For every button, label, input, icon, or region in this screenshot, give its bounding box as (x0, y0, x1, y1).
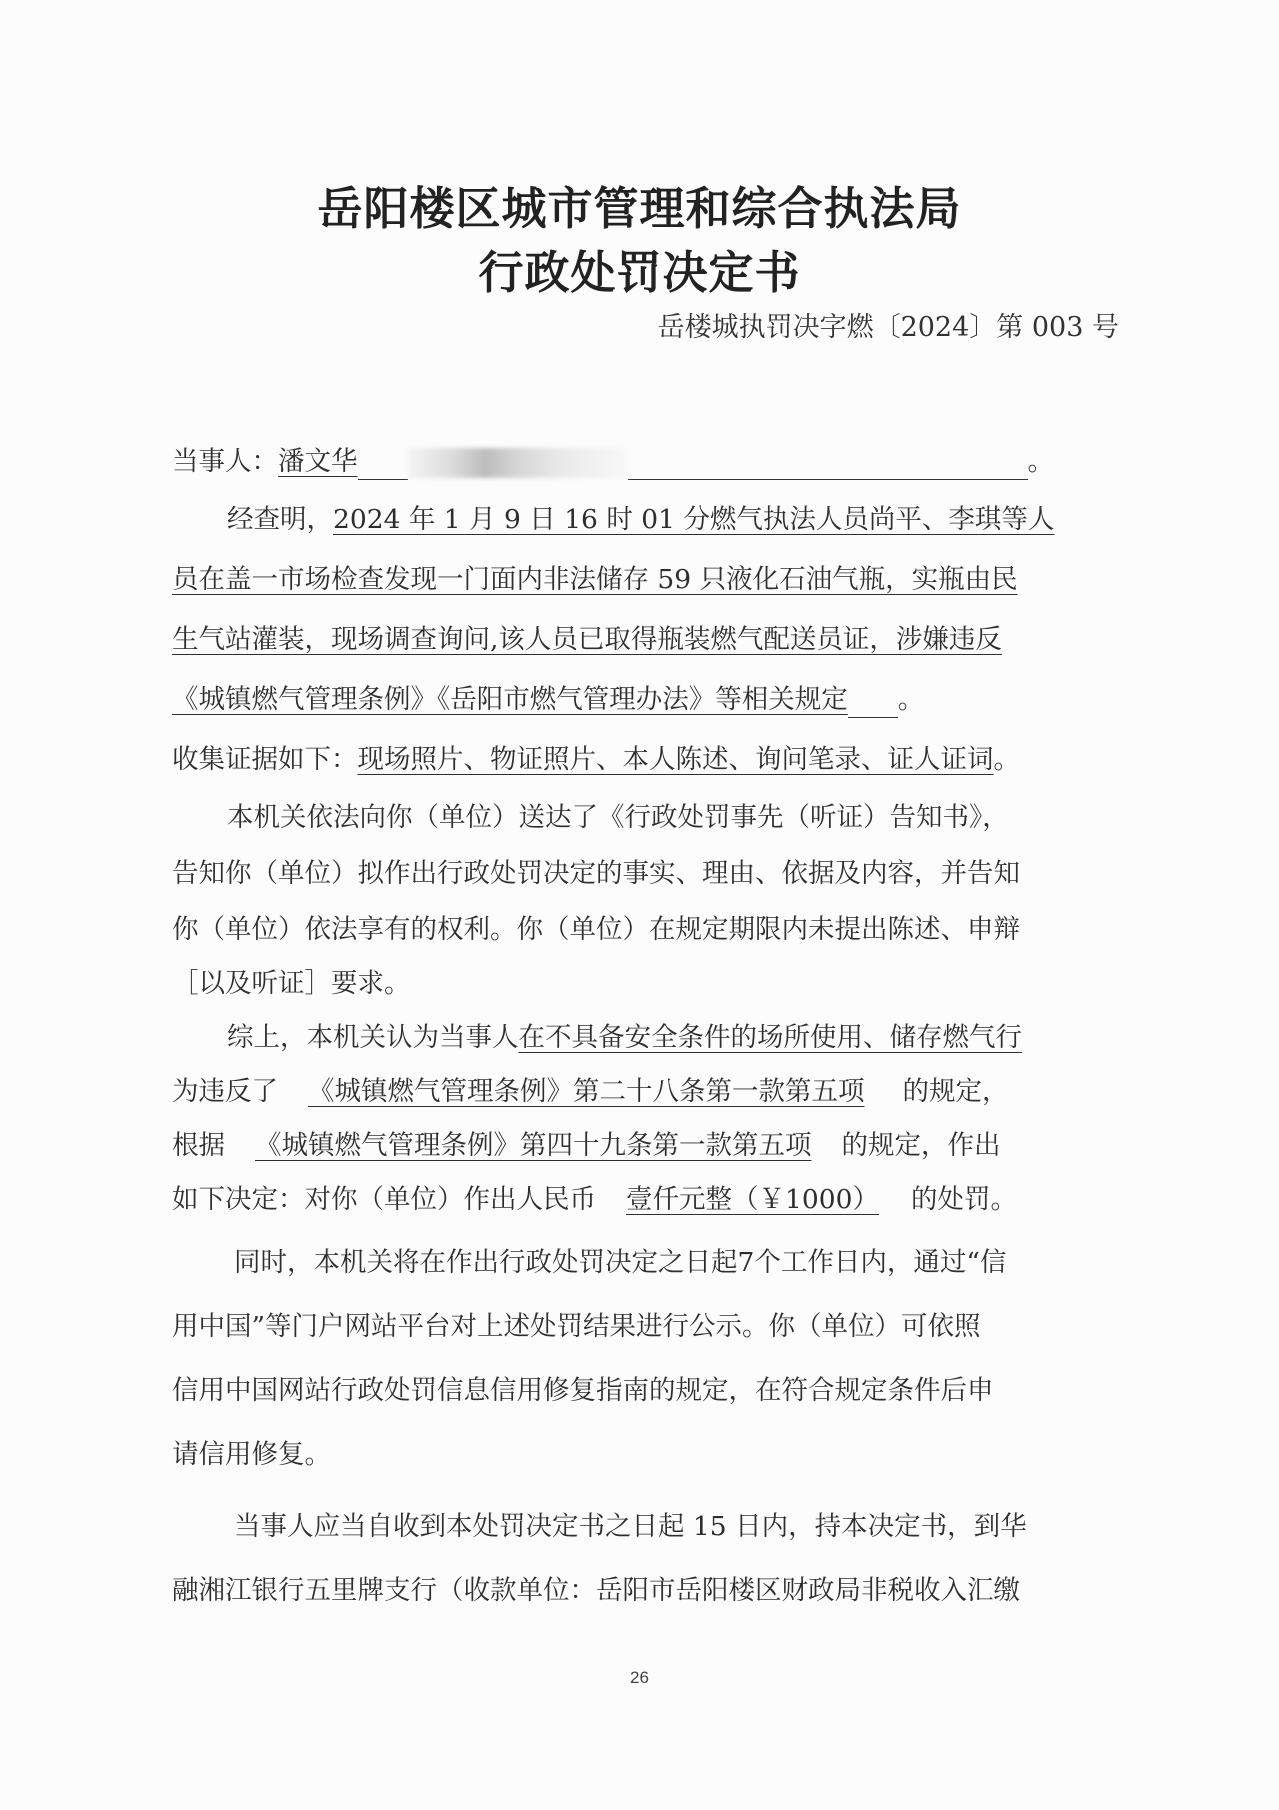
facts-prefix: 经查明， (227, 504, 333, 535)
evidence-label: 收集证据如下： (172, 744, 358, 775)
party-end: 。 (1027, 446, 1054, 477)
notice-line-4: ［以及听证］要求。 (172, 968, 411, 999)
party-name: 潘文华 (278, 446, 358, 477)
facts-text-1: 2024 年 1 月 9 日 16 时 01 分燃气执法人员尚平、李琪等人 (333, 504, 1055, 535)
publicity-line-4: 请信用修复。 (172, 1439, 331, 1470)
page-number: 26 (630, 1668, 649, 1687)
decision-prefix: 综上，本机关认为当事人 (227, 1022, 519, 1053)
decision-violated-law: 《城镇燃气管理条例》第二十八条第一款第五项 (308, 1076, 865, 1107)
facts-underline (848, 687, 898, 718)
payment-line-2: 融湘江银行五里牌支行（收款单位：岳阳市岳阳楼区财政局非税收入汇缴 (172, 1575, 1020, 1606)
evidence-value: 现场照片、物证照片、本人陈述、询问笔录、证人证词 (357, 744, 994, 775)
decision-basis-law: 《城镇燃气管理条例》第四十九条第一款第五项 (255, 1130, 812, 1161)
document-title-agency: 岳阳楼区城市管理和综合执法局 (317, 182, 962, 235)
party-label: 当事人： (172, 446, 278, 477)
evidence-line (172, 742, 1020, 778)
decision-violate-suffix: 的规定， (902, 1076, 1009, 1107)
decision-penalty-suffix: 的处罚。 (910, 1184, 1017, 1215)
publicity-line-3: 信用中国网站行政处罚信息信用修复指南的规定，在符合规定条件后申 (172, 1375, 994, 1406)
notice-line-2: 告知你（单位）拟作出行政处罚决定的事实、理由、依据及内容，并告知 (172, 858, 1020, 889)
facts-text-4: 《城镇燃气管理条例》《岳阳市燃气管理办法》等相关规定 (172, 684, 848, 715)
decision-basis-prefix: 根据 (172, 1130, 225, 1161)
facts-line-1 (172, 502, 1054, 538)
document-title-type: 行政处罚决定书 (478, 246, 801, 299)
facts-line-2: 员在盖一市场检查发现一门面内非法储存 59 只液化石油气瓶，实瓶由民 (172, 564, 1018, 595)
party-underline-right (628, 449, 1028, 480)
decision-penalty-prefix: 如下决定：对你（单位）作出人民币 (172, 1184, 596, 1215)
facts-line-3: 生气站灌装，现场调查询问,该人员已取得瓶装燃气配送员证，涉嫌违反 (172, 624, 1002, 655)
publicity-line-1: 同时，本机关将在作出行政处罚决定之日起7个工作日内，通过“信 (234, 1247, 1007, 1278)
decision-line-2 (172, 1074, 1009, 1110)
evidence-end: 。 (993, 744, 1020, 775)
facts-end: 。 (897, 684, 925, 715)
party-underline-left (358, 449, 408, 480)
party-line (172, 444, 1054, 480)
facts-line-4 (172, 682, 924, 718)
decision-basis-suffix: 的规定，作出 (841, 1130, 1001, 1161)
payment-line-1: 当事人应当自收到本处罚决定书之日起 15 日内，持本决定书，到华 (234, 1511, 1027, 1542)
decision-line-4 (172, 1182, 1017, 1218)
notice-line-3: 你（单位）依法享有的权利。你（单位）在规定期限内未提出陈述、申辩 (172, 914, 1020, 945)
decision-violate-prefix: 为违反了 (172, 1076, 278, 1107)
decision-penalty-amount: 壹仟元整（￥1000） (626, 1184, 879, 1215)
document-number: 岳楼城执罚决字燃〔2024〕第 003 号 (657, 312, 1119, 343)
notice-line-1: 本机关依法向你（单位）送达了《行政处罚事先（听证）告知书》， (227, 802, 1009, 833)
decision-line-3 (172, 1128, 1001, 1164)
decision-line-1 (172, 1020, 1022, 1056)
redacted-area (408, 448, 628, 478)
publicity-line-2: 用中国”等门户网站平台对上述处罚结果进行公示。你（单位）可依照 (172, 1311, 981, 1342)
decision-violation: 在不具备安全条件的场所使用、储存燃气行 (518, 1022, 1022, 1053)
